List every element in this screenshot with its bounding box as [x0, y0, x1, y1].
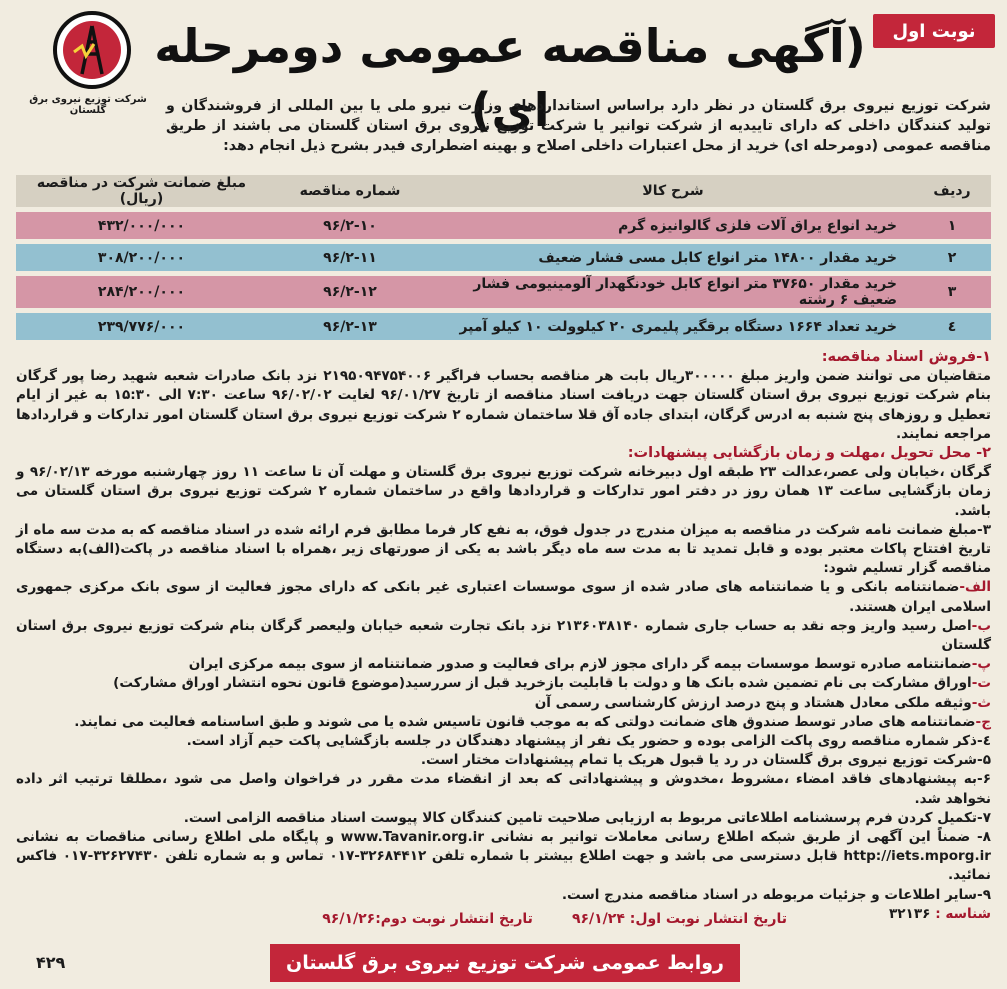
notice-id-label: شناسه : — [935, 905, 991, 922]
col-header-number: شماره مناقصه — [267, 175, 433, 207]
first-publication-date: تاریخ انتشار نوبت اول: ۹۶/۱/۲۴ — [571, 911, 787, 927]
section-1-title: ۱-فروش اسناد مناقصه: — [821, 349, 991, 365]
section-8-text: ۸- ضمناً این آگهی از طریق شبکه اطلاع رسانی معاملات توانیر به نشانی www.Tavanir.org.ir و پایگاه ملی اطلاع رسانی مناقصات به نشانی http://iets.mporg.ir قابل دسترسی می باشد و جهت اطلاع بیشتر با شماره تلفن ۳۲۶۸۴۴۱۲-۰۱۷ تماس و به شماره تلفن ۳۲۶۲۷۴۳۰-۰۱۷ فاکس نمائید. — [16, 829, 992, 884]
section-2-text: گرگان ،خیابان ولی عصر،عدالت ۲۳ طبقه اول دبیرخانه شرکت توزیع نیروی برق گلستان و مهلت آن تا ساعت ۱۱ روز چهارشنبه مورخه ۹۶/۰۲/۱۳ و زمان بازگشایی ساعت ۱۳ همان روز در دفتر امور تدارکات و قراردادها واقع در ساختمان شماره ۲ شرکت توزیع نیروی برق استان گلستان می باشد. — [16, 464, 992, 519]
cell-amount: ۴۳۲/۰۰۰/۰۰۰ — [16, 212, 267, 239]
cell-row: ٤ — [913, 313, 991, 340]
notice-title: (آگهی مناقصه عمومی دومرحله ای) — [154, 19, 866, 137]
cell-amount: ۲۳۹/۷۷۶/۰۰۰ — [16, 313, 267, 340]
item-b-text: اصل رسید واریز وجه نقد به حساب جاری شماره ۲۱۳۶۰۳۸۱۴۰ نزد بانک تجارت شعبه خیابان ولیعصر گرگان بنام شرکت توزیع نیروی برق استان گلستان — [16, 617, 991, 654]
section-2-title: ۲- محل تحویل ،مهلت و زمان بازگشایی پیشنهادات: — [627, 445, 991, 462]
public-relations-bar: روابط عمومی شرکت توزیع نیروی برق گلستان — [270, 944, 740, 982]
cell-number: ۹۶/۲-۱۲ — [267, 276, 433, 308]
table-row — [16, 276, 991, 308]
cell-number: ۹۶/۲-۱۳ — [267, 313, 433, 340]
item-j — [16, 713, 991, 732]
item-a-lead: الف- — [959, 579, 991, 596]
tender-table — [16, 170, 991, 345]
notice-body — [16, 348, 991, 924]
table-row — [16, 244, 991, 271]
cell-number: ۹۶/۲-۱۱ — [267, 244, 433, 271]
col-header-row: ردیف — [913, 175, 991, 207]
intro-paragraph: شرکت توزیع نیروی برق گلستان در نظر دارد براساس استانداردهای وزارت نیرو ملی یا بین المللی از فروشندگان و تولید کنندگان داخلی که دارای تاییدیه از شرکت توانیر یا شرکت توزیع نیروی برق استان گلستان می باشند از طریق مناقصه عمومی (دومرحله ای) خرید از محل اعتبارات داخلی اصلاح و بهینه اضطراری فیدر بشرح ذیل انجام دهد: — [166, 98, 991, 154]
cell-desc: خرید مقدار ۱۴۸۰۰ متر انواع کابل مسی فشار ضعیف — [433, 244, 913, 271]
item-t-text: اوراق مشارکت بی نام تضمین شده بانک ها و دولت با قابلیت بازخرید قبل از سررسید(موضوع قانون نحوه انتشار اوراق مشارکت) — [113, 675, 972, 692]
col-header-amount: مبلغ ضمانت شرکت در مناقصه (ریال) — [16, 175, 267, 207]
cell-desc: خرید تعداد ۱۶۶۴ دستگاه برقگیر پلیمری ۲۰ کیلوولت ۱۰ کیلو آمپر — [433, 313, 913, 340]
item-p-text: ضمانتنامه صادره توسط موسسات بیمه گر دارای مجوز لازم برای فعالیت و صدور ضمانتنامه از سوی بیمه مرکزی ایران — [188, 656, 972, 673]
item-a — [16, 578, 991, 616]
cell-desc: خرید انواع یراق آلات فلزی گالوانیزه گرم — [433, 212, 913, 239]
cell-row: ۱ — [913, 212, 991, 239]
section-1-text: متقاضیان می توانند ضمن واریز مبلغ ۳۰۰۰۰۰ریال بابت هر مناقصه بحساب فراگیر ۲۱۹۵۰۹۴۷۵۴۰۰۶ نزد بانک صادرات شعبه شهید رضا پور گرگان بنام شرکت توزیع نیروی برق استان گلستان جهت دریافت اسناد مناقصه از تاریخ ۹۶/۰۱/۲۷ لغایت ۹۶/۰۲/۰۲ ساعت ۷:۳۰ الی ۱۵:۳۰ به غیر از ایام تعطیل و روزهای پنج شنبه به ادرس گرگان، ابتدای جاده آق قلا ساختمان شماره ۲ شرکت توزیع نیروی برق استان گلستان امور تدارکات و قراردادها مراجعه نمایند. — [16, 368, 992, 442]
section-6-text: ۶-به پیشنهادهای فاقد امضاء ،مشروط ،مخدوش و پیشنهاداتی که بعد از انقضاء مدت مقرر در فراخوان واصل می شود ،مطلقا ترتیب اثر داده نخواهد شد. — [16, 771, 991, 807]
item-b — [16, 617, 991, 655]
item-th — [16, 694, 991, 713]
section-3-text: ۳-مبلغ ضمانت نامه شرکت در مناقصه به میزان مندرج در جدول فوق، به نفع کار فرما مطابق فرم ارائه شده در اسناد مناقصه که به مدت سه ماه از تاریخ افتتاح پاکات معتبر بوده و قابل تمدید تا به مدت سه ماه دیگر باشد به یکی از صورتهای زیر ،همراه با اسناد مناقصه در پاکت(الف)به دستگاه مناقصه گزار تسلیم شود: — [16, 521, 991, 577]
item-a-text: ضمانتنامه بانکی و یا ضمانتنامه های صادر شده از سوی موسسات اعتباری غیر بانکی که دارای مجوز فعالیت از سوی بانک مرکزی جمهوری اسلامی ایران هستند. — [16, 579, 991, 615]
col-header-desc: شرح کالا — [433, 175, 913, 207]
section-7-text: ۷-تکمیل کردن فرم پرسشنامه اطلاعاتی مربوط به ارزیابی صلاحیت تامین کنندگان کالا پیوست اسناد مناقصه الزامی است. — [183, 809, 991, 826]
notice-id-value: ۳۲۱۳۶ — [888, 905, 931, 922]
item-p — [16, 655, 991, 674]
first-round-badge: نوبت اول — [873, 14, 995, 48]
item-b-lead: ب- — [971, 617, 991, 634]
item-p-lead: پ- — [971, 656, 991, 673]
table-row — [16, 212, 991, 239]
item-th-lead: ث- — [971, 694, 991, 711]
publication-dates — [227, 911, 787, 927]
cell-amount: ۲۸۴/۲۰۰/۰۰۰ — [16, 276, 267, 308]
logo-caption: شرکت توزیع نیروی برق گلستان — [29, 94, 147, 116]
cell-amount: ۳۰۸/۲۰۰/۰۰۰ — [16, 244, 267, 271]
section-9-text: ۹-سایر اطلاعات و جزئیات مربوطه در اسناد مناقصه مندرج است. — [561, 886, 991, 903]
cell-row: ۲ — [913, 244, 991, 271]
second-publication-date: تاریخ انتشار نوبت دوم:۹۶/۱/۲۶ — [322, 911, 533, 927]
item-j-lead: ج- — [975, 713, 991, 730]
table-row — [16, 313, 991, 340]
section-4-text: ٤-ذکر شماره مناقصه روی پاکت الزامی بوده و حضور یک نفر از پیشنهاد دهندگان در جلسه بازگشایی پاکت حیم آزاد است. — [186, 733, 991, 750]
cell-number: ۹۶/۲-۱۰ — [267, 212, 433, 239]
item-t — [16, 674, 991, 693]
table-header-row — [16, 175, 991, 207]
utility-tower-logo-icon — [52, 10, 132, 90]
section-5-text: ۵-شرکت توزیع نیروی برق گلستان در رد یا قبول هریک یا تمام پیشنهادات مختار است. — [420, 752, 991, 769]
cell-desc: خرید مقدار ۳۷۶۵۰ متر انواع کابل خودنگهدار آلومینیومی فشار ضعیف ۶ رشته — [433, 276, 913, 308]
cell-row: ۳ — [913, 276, 991, 308]
page-number: ۴۲۹ — [36, 953, 66, 972]
item-t-lead: ت- — [971, 675, 991, 692]
item-j-text: ضمانتنامه های صادر توسط صندوق های ضمانت دولتی که به موجب قانون تاسیس شده یا می شوند و طبق اساسنامه فعالیت می نمایند. — [74, 713, 976, 730]
item-th-text: وثیقه ملکی معادل هشتاد و پنج درصد ارزش کارشناسی رسمی آن — [534, 694, 972, 711]
